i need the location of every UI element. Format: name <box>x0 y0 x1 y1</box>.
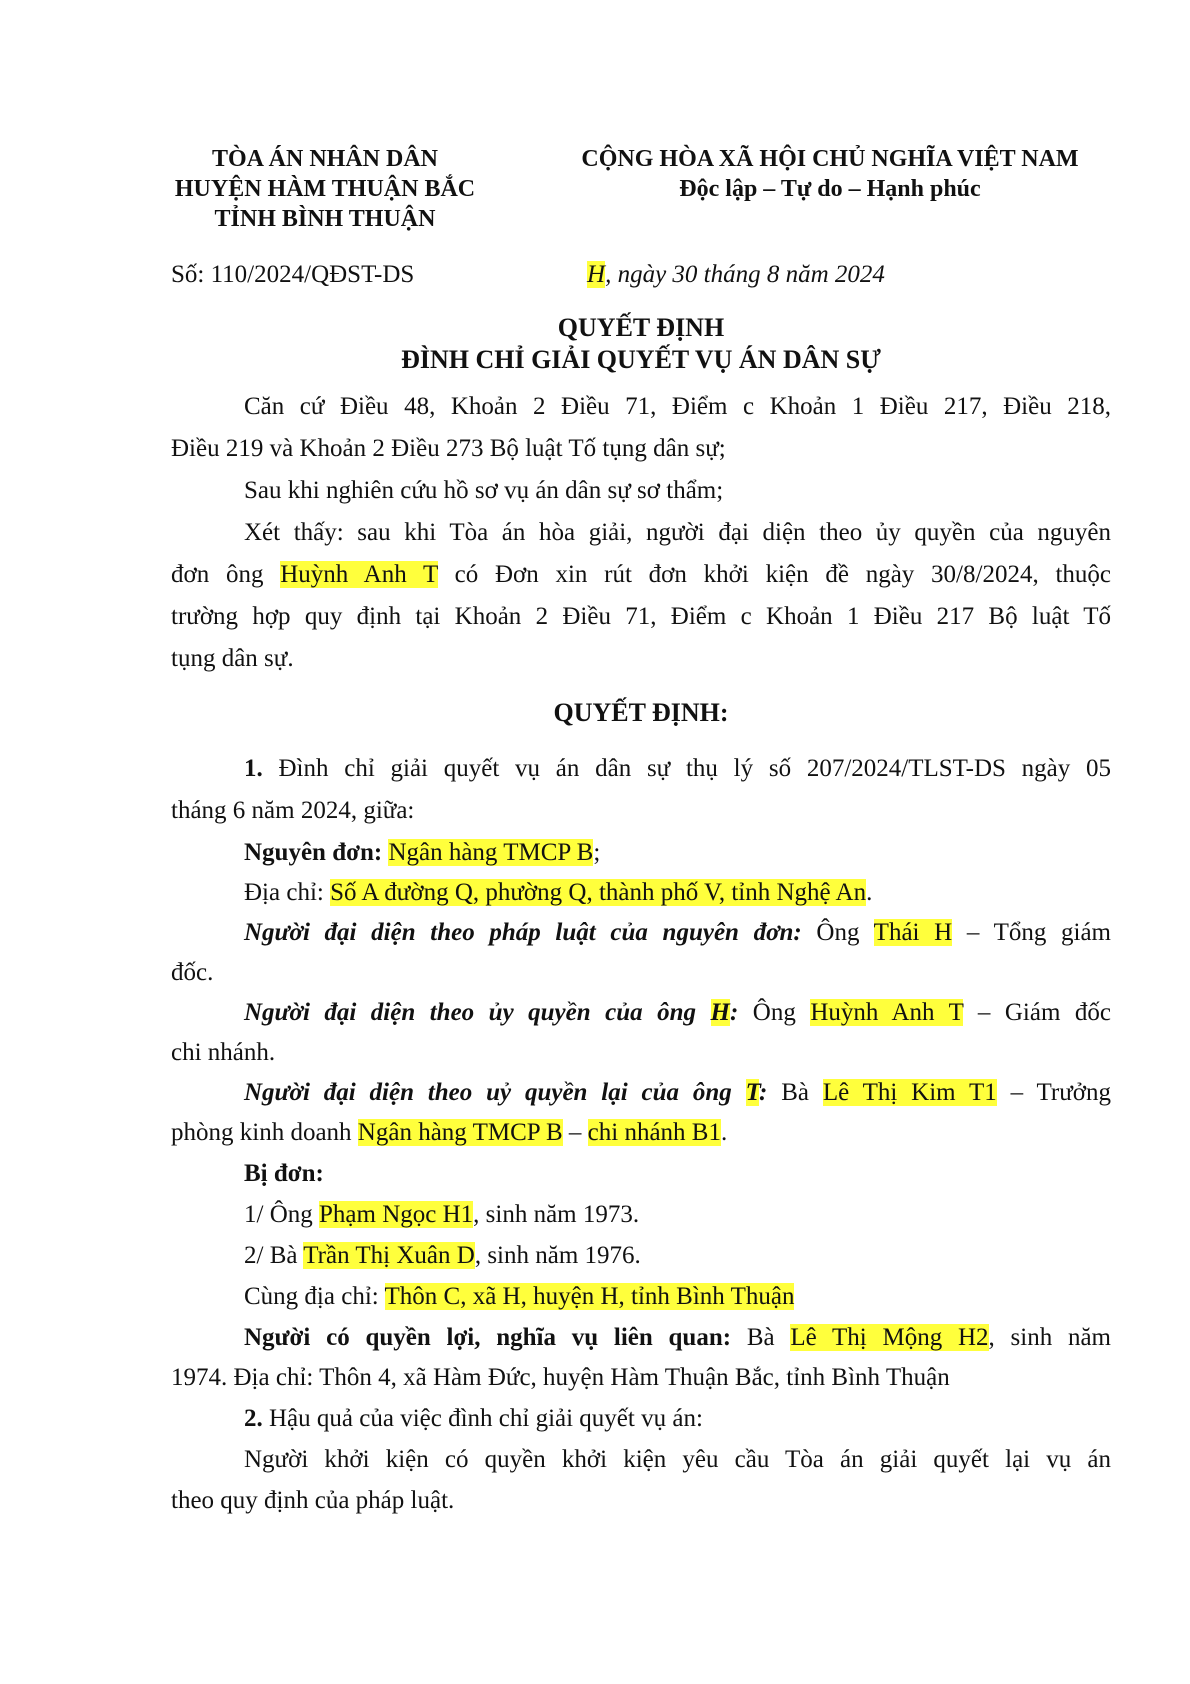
text: đơn ông <box>171 561 281 588</box>
legal-rep-name: Thái H <box>873 919 953 946</box>
sub-rep-line <box>244 1076 1111 1110</box>
branch-name: chi nhánh B1 <box>587 1119 721 1146</box>
plaintiff-name: Ngân hàng TMCP B <box>388 839 594 866</box>
item-2-paragraph-line-2: theo quy định của pháp luật. <box>171 1487 455 1514</box>
decision-heading: QUYẾT ĐỊNH: <box>553 698 729 727</box>
text: ; <box>593 839 601 866</box>
text: 2/ Bà <box>244 1242 304 1269</box>
decision-subtitle: ĐÌNH CHỈ GIẢI QUYẾT VỤ ÁN DÂN SỰ <box>401 345 881 374</box>
related-party-label: Người có quyền lợi, nghĩa vụ liên quan: <box>244 1324 732 1351</box>
item-2-number: 2. <box>244 1405 263 1432</box>
sub-rep-name: Lê Thị Kim T1 <box>822 1079 997 1106</box>
nation-title: CỘNG HÒA XÃ HỘI CHỦ NGHĨA VIỆT NAM <box>581 146 1079 172</box>
sub-rep-label-name: T <box>745 1079 760 1106</box>
text: phòng kinh doanh <box>171 1119 358 1146</box>
text: Bà <box>767 1079 823 1106</box>
court-name-line1: TÒA ÁN NHÂN DÂN <box>211 146 438 172</box>
bank-name: Ngân hàng TMCP B <box>357 1119 563 1146</box>
basis-paragraph-1-line-1: Căn cứ Điều 48, Khoản 2 Điều 71, Điểm c Khoản 1 Điều 217, Điều 218, <box>244 393 1111 420</box>
item-1-line-2: tháng 6 năm 2024, giữa: <box>171 797 415 824</box>
basis-paragraph-3-line-3: trường hợp quy định tại Khoản 2 Điều 71, Điểm c Khoản 1 Điều 217 Bộ luật Tố <box>171 603 1111 630</box>
related-party-line-2: 1974. Địa chỉ: Thôn 4, xã Hàm Đức, huyện Hàm Thuận Bắc, tỉnh Bình Thuận <box>171 1364 950 1391</box>
text: 1/ Ông <box>244 1201 319 1228</box>
address-label: Địa chỉ: <box>244 879 331 906</box>
auth-rep-label: Người đại diện theo ủy quyền của ông <box>244 999 711 1026</box>
court-name-line2: HUYỆN HÀM THUẬN BẮC <box>174 176 476 202</box>
sub-rep-label: Người đại diện theo uỷ quyền lại của ông <box>244 1079 746 1106</box>
auth-rep-name: Huỳnh Anh T <box>810 999 964 1026</box>
legal-rep-line <box>244 916 1111 950</box>
address-label: Cùng địa chỉ: <box>244 1283 385 1310</box>
text: – Trưởng <box>996 1079 1112 1106</box>
plaintiff-label: Nguyên đơn: <box>244 839 383 866</box>
text: , sinh năm <box>988 1324 1111 1351</box>
text: , sinh năm 1973. <box>473 1201 640 1228</box>
text: : <box>759 1079 768 1106</box>
text: – Tổng giám <box>952 919 1111 946</box>
text: : <box>729 999 739 1026</box>
defendant-2-name: Trần Thị Xuân D <box>303 1242 475 1269</box>
text: , sinh năm 1976. <box>474 1242 641 1269</box>
text: có Đơn xin rút đơn khởi kiện đề ngày 30/8/2024, thuộc <box>437 561 1111 588</box>
sub-rep-line-cont <box>171 1116 1111 1150</box>
item-1-line-1 <box>244 752 1111 786</box>
defendant-address-line <box>244 1280 1111 1314</box>
auth-rep-line-cont: chi nhánh. <box>171 1039 276 1066</box>
decision-title: QUYẾT ĐỊNH <box>557 313 725 342</box>
representative-name: Huỳnh Anh T <box>280 561 438 588</box>
basis-paragraph-2: Sau khi nghiên cứu hồ sơ vụ án dân sự sơ thẩm; <box>244 477 724 504</box>
legal-rep-line-cont: đốc. <box>171 959 214 986</box>
text: Ông <box>801 919 874 946</box>
related-party-line <box>244 1321 1111 1355</box>
item-2-paragraph-line-1: Người khởi kiện có quyền khởi kiện yêu cầu Tòa án giải quyết lại vụ án <box>244 1446 1111 1473</box>
court-name-line3: TỈNH BÌNH THUẬN <box>214 206 436 232</box>
plaintiff-line <box>244 836 1111 870</box>
legal-rep-label: Người đại diện theo pháp luật của nguyên đơn: <box>244 919 802 946</box>
place-date <box>587 258 885 292</box>
item-2-line <box>244 1402 1111 1436</box>
related-party-name: Lê Thị Mộng H2 <box>790 1324 989 1351</box>
defendant-label: Bị đơn: <box>244 1160 324 1187</box>
text: – Giám đốc <box>963 999 1111 1026</box>
text: Đình chỉ giải quyết vụ án dân sự thụ lý số 207/2024/TLST-DS ngày 05 <box>262 755 1111 782</box>
nation-motto: Độc lập – Tự do – Hạnh phúc <box>679 176 981 202</box>
document-number: Số: 110/2024/QĐST-DS <box>171 261 415 288</box>
basis-paragraph-3-line-1: Xét thấy: sau khi Tòa án hòa giải, người đại diện theo ủy quyền của nguyên <box>244 519 1111 546</box>
text: Bà <box>731 1324 791 1351</box>
basis-paragraph-1-line-2: Điều 219 và Khoản 2 Điều 273 Bộ luật Tố tụng dân sự; <box>171 435 726 462</box>
plaintiff-address: Số A đường Q, phường Q, thành phố V, tỉnh Nghệ An <box>330 879 867 906</box>
item-1-number: 1. <box>244 755 263 782</box>
text: – <box>562 1119 588 1146</box>
basis-paragraph-3-line-2 <box>171 558 1111 592</box>
auth-rep-line <box>244 996 1111 1030</box>
text: Ông <box>738 999 811 1026</box>
text: Hậu quả của việc đình chỉ giải quyết vụ án: <box>262 1405 703 1432</box>
text: . <box>721 1119 728 1146</box>
defendant-1 <box>244 1198 1111 1232</box>
defendant-1-name: Phạm Ngọc H1 <box>319 1201 474 1228</box>
place-name: H <box>587 261 606 288</box>
defendant-2 <box>244 1239 1111 1273</box>
text: . <box>866 879 873 906</box>
basis-paragraph-3-line-4: tụng dân sự. <box>171 645 294 672</box>
date-text: , ngày 30 tháng 8 năm 2024 <box>605 261 885 288</box>
plaintiff-address-line <box>244 876 1111 910</box>
auth-rep-label-name: H <box>710 999 730 1026</box>
defendant-address: Thôn C, xã H, huyện H, tỉnh Bình Thuận <box>384 1283 795 1310</box>
